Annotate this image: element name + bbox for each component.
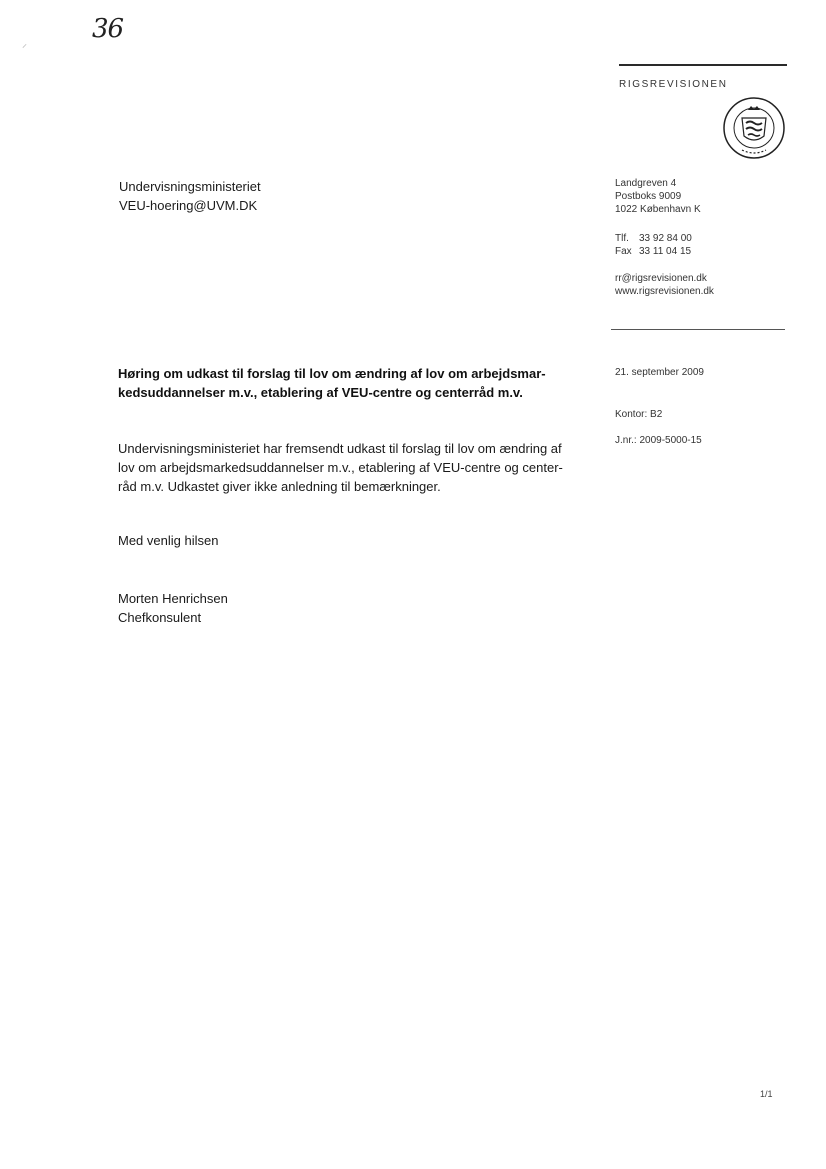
- letter-body: [118, 439, 588, 496]
- folketinget-seal-icon: [722, 96, 786, 160]
- letter-subject: [118, 364, 598, 402]
- journal-number: J.nr.: 2009-5000-15: [615, 435, 702, 446]
- sender-phone-block: [615, 232, 692, 258]
- address-pobox: Postboks 9009: [615, 191, 682, 202]
- subject-line-1: Høring om udkast til forslag til lov om ændring af lov om arbejdsmar-: [118, 366, 546, 381]
- signer-name: Morten Henrichsen: [118, 591, 228, 606]
- signature-block: [118, 589, 228, 627]
- office-reference: Kontor: B2: [615, 409, 663, 420]
- sender-contact: [615, 272, 714, 298]
- handwritten-page-number: 36: [92, 14, 124, 44]
- sender-website: www.rigsrevisionen.dk: [615, 286, 714, 297]
- brand-name: RIGSREVISIONEN: [619, 79, 728, 90]
- sender-address: [615, 177, 701, 216]
- body-line-1: Undervisningsministeriet har fremsendt udkast til forslag til lov om ændring af: [118, 441, 562, 456]
- address-city: 1022 København K: [615, 204, 701, 215]
- recipient-name: Undervisningsministeriet: [119, 179, 261, 194]
- fax-number: 33 11 04 15: [639, 246, 692, 257]
- address-street: Landgreven 4: [615, 178, 677, 189]
- body-line-2: lov om arbejdsmarkedsuddannelser m.v., etablering af VEU-centre og center-: [118, 460, 563, 475]
- sidebar-rule: [611, 329, 785, 330]
- closing-salutation: Med venlig hilsen: [118, 533, 219, 548]
- phone-number: 33 92 84 00: [639, 233, 692, 244]
- subject-line-2: kedsuddannelser m.v., etablering af VEU-centre og centerråd m.v.: [118, 385, 523, 400]
- letter-date: 21. september 2009: [615, 367, 704, 378]
- recipient-block: [119, 177, 261, 215]
- body-line-3: råd m.v. Udkastet giver ikke anledning til bemærkninger.: [118, 479, 441, 494]
- phone-label: Tlf.: [615, 233, 629, 244]
- signer-title: Chefkonsulent: [118, 610, 202, 625]
- recipient-email: VEU-hoering@UVM.DK: [119, 198, 258, 213]
- page-number: 1/1: [760, 1089, 773, 1099]
- scan-mark: ⸝: [22, 39, 27, 50]
- sender-email: rr@rigsrevisionen.dk: [615, 273, 707, 284]
- fax-label: Fax: [615, 246, 632, 257]
- header-rule: [619, 64, 787, 66]
